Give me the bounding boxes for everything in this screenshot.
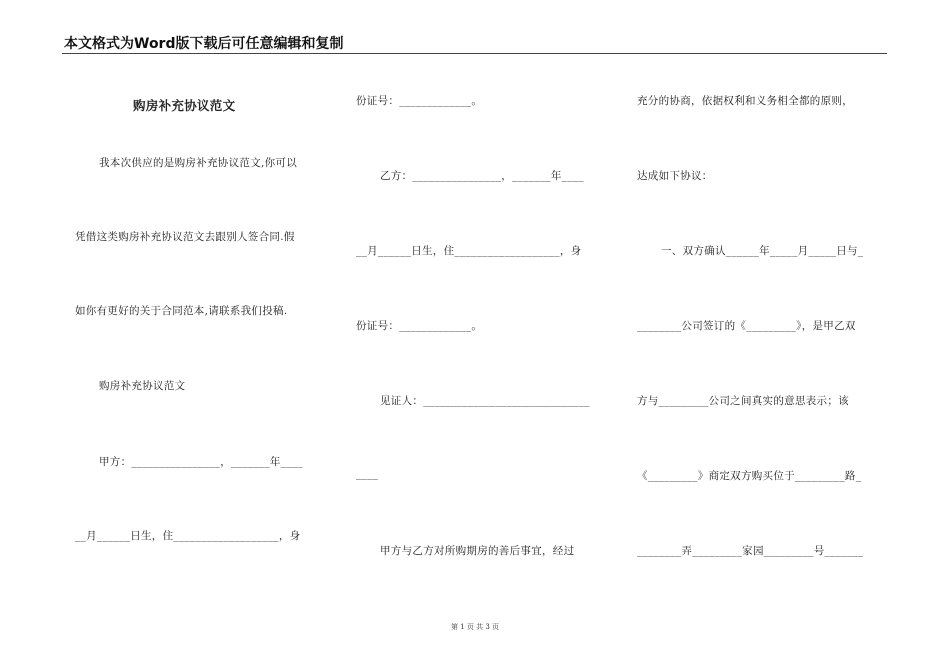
page-number: 第 1 页 共 3 页 [450, 623, 500, 631]
text-line: 凭借这类购房补充协议范文去跟别人签合同.假 [75, 231, 295, 243]
text-line: 方与_________公司之间真实的意思表示；该 [637, 395, 849, 407]
text-line: 份证号：_____________。 [356, 320, 483, 332]
text-line: ____ [356, 468, 379, 480]
party-a-line: 甲方：________________，_______年____ [99, 456, 303, 468]
document-title: 购房补充协议范文 [133, 98, 236, 113]
text-line: __月______日生，住___________________，身 [75, 530, 301, 542]
text-line: 甲方与乙方对所购期房的善后事宜，经过 [380, 545, 575, 557]
text-line: ________弄_________家园_________号_______ [637, 545, 864, 557]
text-line: 达成如下协议： [637, 170, 713, 182]
section-heading: 购房补充协议范文 [99, 380, 186, 392]
text-line: ________公司签订的《_________》，是甲乙双 [637, 320, 856, 332]
column-3 [637, 0, 887, 620]
witness-line: 见证人：______________________________ [380, 395, 590, 407]
clause-one-line: 一、双方确认______年_____月_____日与_ [661, 245, 864, 257]
header-banner: 本文格式为Word版下载后可任意编辑和复制 [64, 36, 344, 52]
text-line: __月______日生，住___________________，身 [356, 245, 582, 257]
column-2 [356, 0, 606, 620]
party-b-line: 乙方：________________，_______年____ [380, 170, 584, 182]
text-line: 份证号：_____________。 [356, 95, 483, 107]
text-line: 《_________》商定双方购买位于_________路_ [637, 470, 862, 482]
text-line: 我本次供应的是购房补充协议范文,你可以 [99, 157, 298, 169]
text-line: 如你有更好的关于合同范本,请联系我们投稿. [75, 305, 288, 317]
column-1 [75, 0, 325, 620]
text-line: 充分的协商，依据权利和义务相全都的原则， [637, 95, 853, 107]
